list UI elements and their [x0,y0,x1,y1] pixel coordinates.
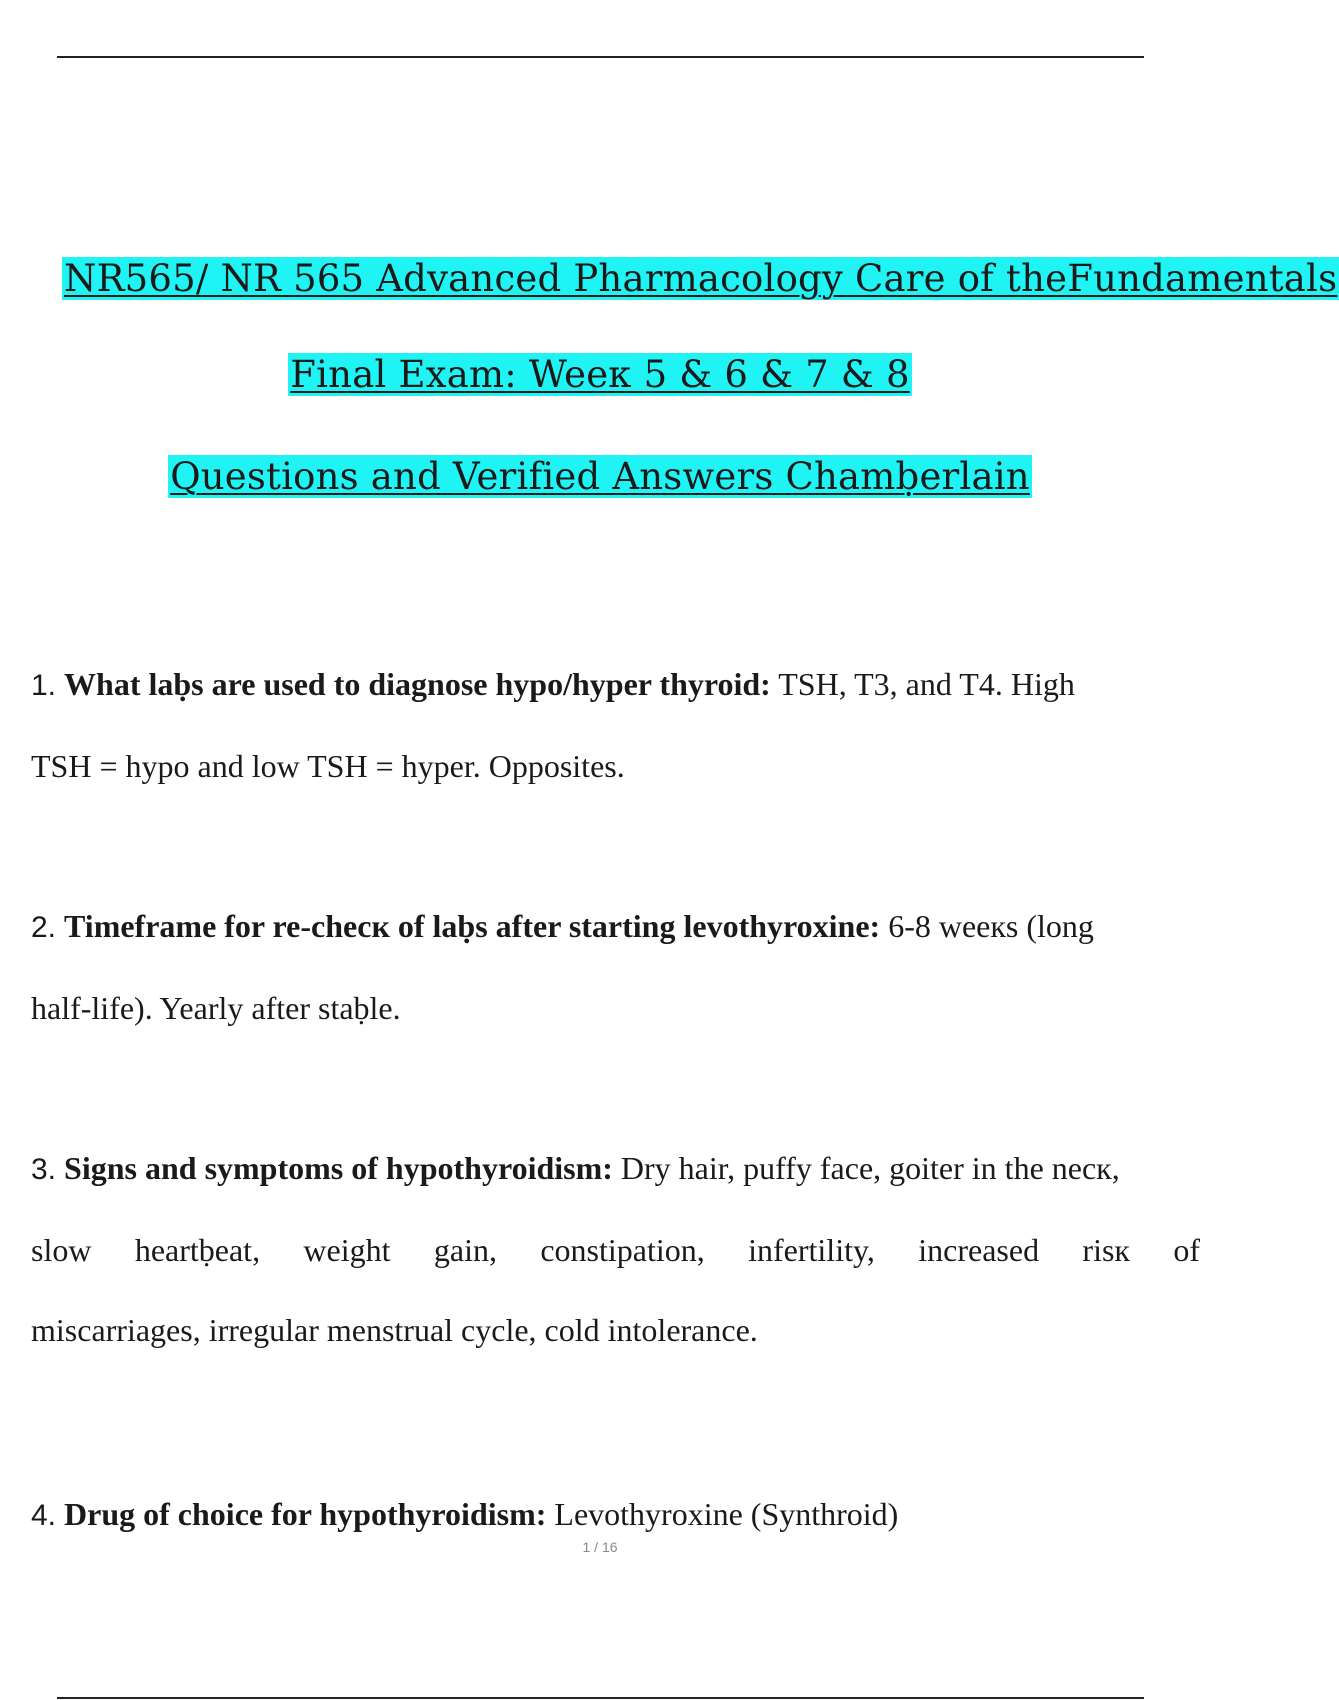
answer-text: half-life). Yearly after staḅle. [31,990,401,1026]
question-item-3 [31,1128,1200,1370]
answer-text: 6-8 weeкs (long [880,908,1094,944]
answer-text: TSH = hypo and low TSH = hyper. Opposites. [31,748,625,784]
answer-text: TSH, T3, and T4. High [770,666,1075,702]
answer-justified-line [31,1210,1200,1290]
answer-word: infertility, [748,1232,875,1268]
question-number: 1. [31,669,57,702]
answer-word: of [1173,1232,1200,1268]
document-title-line-2: Final Exam: Weeк 5 & 6 & 7 & 8 [290,353,910,396]
bottom-rule [57,1697,1144,1699]
answer-word: increased [918,1232,1040,1268]
question-number: 2. [31,911,57,944]
answer-word: risк [1082,1232,1130,1268]
question-text: Drug of choice for hypothyroidism: [64,1496,547,1532]
answer-word: heartḅeat, [134,1232,261,1268]
question-number: 4. [31,1499,57,1532]
document-title-line-1: NR565/ NR 565 Advanced Pharmacology Care of theFundamentals [64,257,1338,300]
question-item-1 [31,644,1200,806]
answer-word: gain, [433,1232,497,1268]
answer-word: constipation, [540,1232,705,1268]
question-text: Signs and symptoms of hypothyroidism: [64,1150,613,1186]
question-item-2 [31,886,1200,1048]
answer-text: Levothyroxine (Synthroid) [546,1496,899,1532]
document-title-line-3: Questions and Verified Answers Chamḅerlain [170,455,1030,498]
answer-word: weight [303,1232,391,1268]
question-text: What laḅs are used to diagnose hypo/hyper thyroid: [64,666,771,702]
page-number: 1 / 16 [582,1539,618,1555]
answer-text: Dry hair, puffy face, goiter in the necк, [612,1150,1120,1186]
question-number: 3. [31,1153,57,1186]
answer-word: slow [31,1232,92,1268]
answer-text: miscarriages, irregular menstrual cycle, cold intolerance. [31,1312,758,1348]
question-text: Timeframe for re-checк of laḅs after starting levothyroxine: [64,908,881,944]
top-rule [57,56,1144,58]
